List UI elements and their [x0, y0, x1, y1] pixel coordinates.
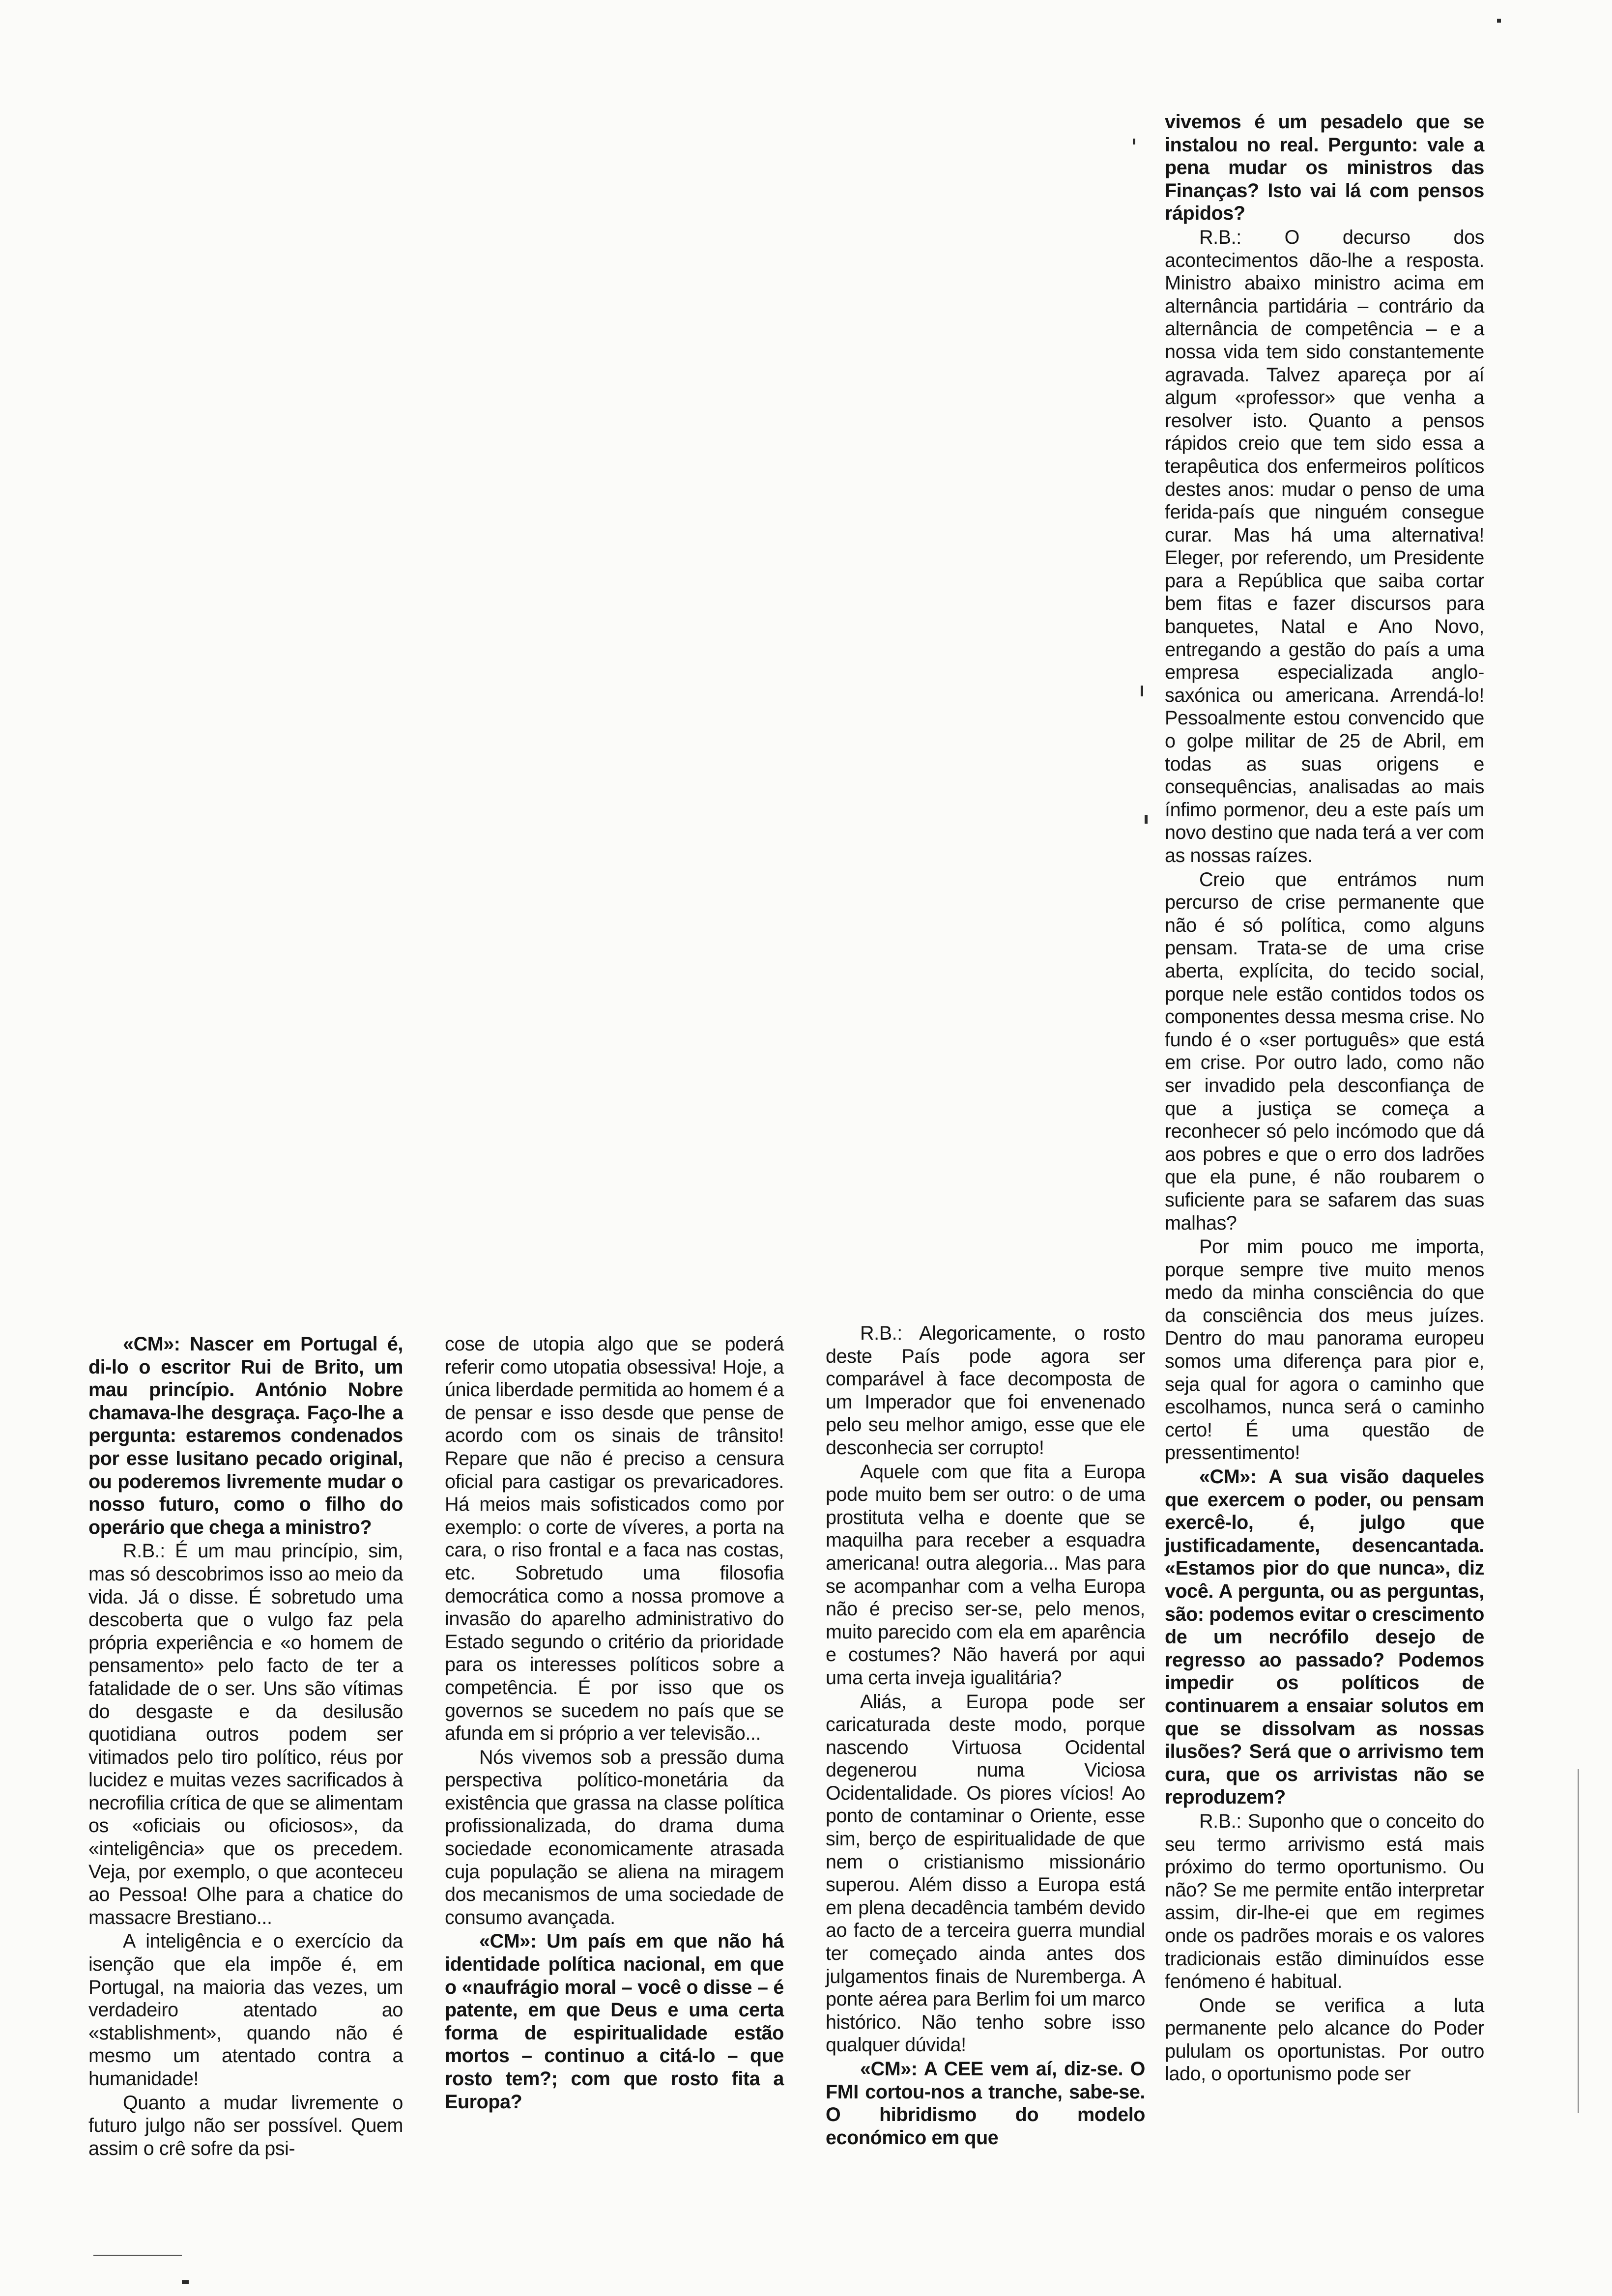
article-column-3: [826, 1322, 1145, 2150]
paragraph: Creio que entrámos num percurso de crise permanente que não é só política, como alguns pensam. Trata-se de uma crise aberta, explícita, do tecido social, porque nele estão contidos todos os componentes dessa mesma crise. No fundo é o «ser português» que está em crise. Por outro lado, como não ser invadido pela desconfiança de que a justiça se começa a reconhecer só pelo incómodo que dá aos pobres e que o erro dos ladrões que ela pune, é não roubarem o suficiente para se safarem das suas malhas?: [1165, 868, 1484, 1234]
interview-question: «CM»: A CEE vem aí, diz-se. O FMI cortou-nos a tranche, sabe-se. O hibridismo do modelo económico em que: [826, 2058, 1145, 2149]
paragraph: A inteligência e o exercício da isenção que ela impõe é, em Portugal, na maioria das vezes, um verdadeiro atentado ao «stablishment», quando não é mesmo um atentado contra a humanidade!: [88, 1930, 403, 2090]
interview-question: «CM»: Um país em que não há identidade política nacional, em que o «naufrágio moral – você o disse – é patente, em que Deus e uma certa forma de espiritualidade estão mortos – continuo a citá-lo – que rosto tem?; com que rosto fita a Europa?: [445, 1930, 784, 2113]
scan-speck: [1578, 1769, 1579, 2113]
scan-speck: [1133, 139, 1135, 144]
paragraph: Nós vivemos sob a pressão duma perspectiva político-monetária da existência que grassa na classe política profissionalizada, do drama duma sociedade economicamente atrasada cuja população se aliena na miragem dos mecanismos de uma sociedade de consumo avançada.: [445, 1746, 784, 1928]
scan-speck: [1145, 815, 1148, 824]
paragraph: Onde se verifica a luta permanente pelo alcance do Poder pululam os oportunistas. Por outro lado, o oportunismo pode ser: [1165, 1994, 1484, 2085]
scan-speck: [93, 2255, 182, 2256]
scan-speck: [1497, 19, 1501, 23]
paragraph: Por mim pouco me importa, porque sempre tive muito menos medo da minha consciência do que da consciência dos meus juízes. Dentro do mau panorama europeu somos uma diferença para pior e, seja qual for agora o caminho que escolhamos, nunca será o caminho certo! É uma questão de pressentimento!: [1165, 1236, 1484, 1464]
interview-question: «CM»: Nascer em Portugal é, di-lo o escritor Rui de Brito, um mau princípio. António Nobre chamava-lhe desgraça. Faço-lhe a pergunta: estaremos condenados por esse lusitano pecado original, ou poderemos livremente mudar o nosso futuro, como o filho do operário que chega a ministro?: [88, 1333, 403, 1538]
paragraph: Quanto a mudar livremente o futuro julgo não ser possível. Quem assim o crê sofre da psi-: [88, 2092, 403, 2159]
scan-speck: [182, 2280, 189, 2284]
interview-question: vivemos é um pesadelo que se instalou no real. Pergunto: vale a pena mudar os ministros das Finanças? Isto vai lá com pensos rápidos?: [1165, 111, 1484, 225]
interview-question: «CM»: A sua visão daqueles que exercem o poder, ou pensam exercê-lo, é, julgo que justificadamente, desencantada. «Estamos pior do que nunca», diz você. A pergunta, ou as perguntas, são: podemos evitar o crescimento de um necrófilo desejo de regresso ao passado? Podemos impedir os políticos de continuarem a ensaiar solutos em que se dissolvam as nossas ilusões? Será que o arrivismo tem cura, que os arrivistas não se reproduzem?: [1165, 1466, 1484, 1808]
paragraph: Aquele com que fita a Europa pode muito bem ser outro: o de uma prostituta velha e doente que se maquilha para receber a esquadra americana! outra alegoria... Mas para se acompanhar com a velha Europa não é preciso ser-se, pelo menos, muito parecido com ela em aparência e costumes? Não haverá por aqui uma certa inveja igualitária?: [826, 1461, 1145, 1689]
interview-answer: R.B.: É um mau princípio, sim, mas só descobrimos isso ao meio da vida. Já o disse. É sobretudo uma descoberta que o vulgo faz pela própria experiência e «o homem de pensamento» pelo facto de ter a fatalidade de o ser. Uns são vítimas do desgaste e da desilusão quotidiana outros podem ser vitimados pelo tiro político, réus por lucidez e muitas vezes sacrificados à necrofilia crítica de que se alimentam os «oficiais ou oficiosos», da «inteligência» que os precedem. Veja, por exemplo, o que aconteceu ao Pessoa! Olhe para a chatice do massacre Brestiano...: [88, 1540, 403, 1928]
article-column-4: [1165, 111, 1484, 2087]
interview-answer: R.B.: O decurso dos acontecimentos dão-lhe a resposta. Ministro abaixo ministro acima em alternância partidária – contrário da alternância de competência – e a nossa vida tem sido constantemente agravada. Talvez apareça por aí algum «professor» que venha a resolver isto. Quanto a pensos rápidos creio que tem sido essa a terapêutica dos enfermeiros políticos destes anos: mudar o penso de uma ferida-país que ninguém consegue curar. Mas há uma alternativa! Eleger, por referendo, um Presidente para a República que saiba cortar bem fitas e fazer discursos para banquetes, Natal e Ano Novo, entregando a gestão do país a uma empresa especializada anglo-saxónica ou americana. Arrendá-lo! Pessoalmente estou convencido que o golpe militar de 25 de Abril, em todas as suas origens e consequências, analisadas ao mais ínfimo pormenor, deu a este país um novo destino que nada terá a ver com as nossas raízes.: [1165, 226, 1484, 866]
interview-answer: R.B.: Alegoricamente, o rosto deste País pode agora ser comparável à face decomposta de um Imperador que foi envenenado pelo seu melhor amigo, esse que ele desconhecia ser corrupto!: [826, 1322, 1145, 1459]
article-column-2: [445, 1333, 784, 2114]
article-column-1: [88, 1333, 403, 2161]
scan-speck: [1141, 686, 1143, 696]
paragraph: Aliás, a Europa pode ser caricaturada deste modo, porque nascendo Virtuosa Ocidental degenerou numa Viciosa Ocidentalidade. Os piores vícios! Ao ponto de contaminar o Oriente, esse sim, berço de espiritualidade de que nem o cristianismo missionário superou. Além disso a Europa está em plena decadência também devido ao facto de a terceira guerra mundial ter começado ainda antes dos julgamentos finais de Nuremberga. A ponte aérea para Berlim foi um marco histórico. Não tenho sobre isso qualquer dúvida!: [826, 1691, 1145, 2056]
paragraph: cose de utopia algo que se poderá referir como utopatia obsessiva! Hoje, a única liberdade permitida ao homem é a de pensar e isso desde que pense de acordo com os sinais de trânsito! Repare que não é preciso a censura oficial para castigar os prevaricadores. Há meios mais sofisticados como por exemplo: o corte de víveres, a porta na cara, o riso frontal e a faca nas costas, etc. Sobretudo uma filosofia democrática como a nossa promove a invasão do aparelho administrativo do Estado segundo o critério da prioridade para os interesses políticos sobre a competência. É por isso que os governos se sucedem no país que se afunda em si próprio a ver televisão...: [445, 1333, 784, 1745]
interview-answer: R.B.: Suponho que o conceito do seu termo arrivismo está mais próximo do termo oportunismo. Ou não? Se me permite então interpretar assim, dir-lhe-ei que em regimes onde os padrões morais e os valores tradicionais estão diminuídos esse fenómeno é habitual.: [1165, 1810, 1484, 1993]
